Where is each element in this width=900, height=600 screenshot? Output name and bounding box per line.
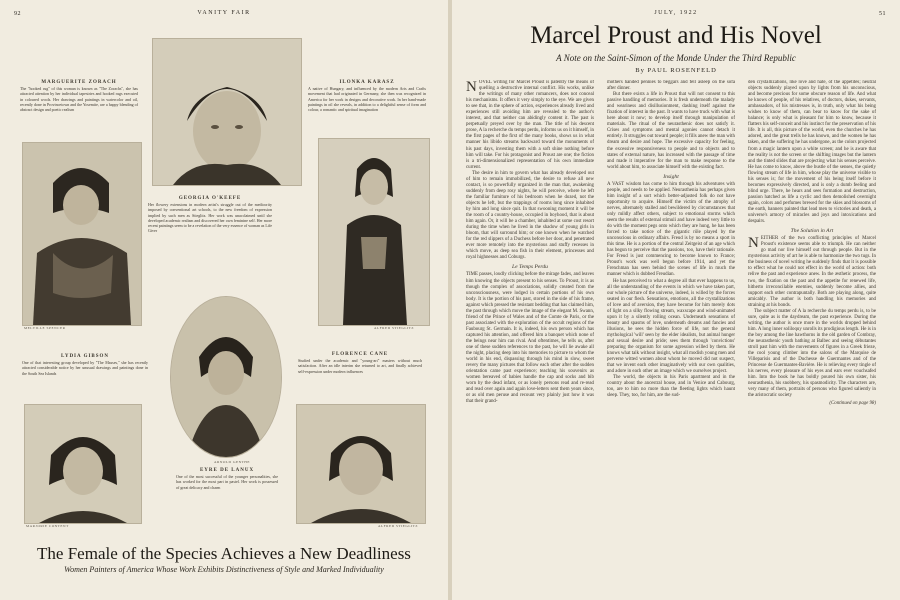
photo-credit: ALFRED STIEGLITZ: [378, 524, 418, 528]
caption-cane: [298, 352, 422, 374]
artist-caption: Her flowery extensions in modern artist's struggle out of the mediocrity imposed by conventional art schools, to the new freedom of expression implied by such men as Stieglitz. Her work was unacclaimed until she developed academic realism and discovered her own feminine self. Her more recent paintings seem to be a revelation of the very essence of woman as Life Giver: [148, 202, 272, 234]
artist-caption: One of the most successful of the younger personalities, she has worked for the most part in pastel. Her work is possessed of great delicacy and charm: [176, 474, 278, 490]
paragraph: The subject matter of A la recherche du temps perdu is, to be sure, quite as is the daydream, the past experience. During the writing, the author is once more in the worlds dropped behind him. A long inner soliloquy unrolls its prodigious length. He is in the boy among the line hawthorns in the old garden of Combray, the neurasthenic youth bathing at Balbec and seeing débutantes stroll past him with the movements of figures in a Greek frieze, the cool young climber into the salons of the Marquise de Villeparisis and of the Duchesse de Guermantes and of the Princesse de Guermantes-Bavière. He is relieving every tingle of his nerves, every pleasure of his eyes and ears ever vouchsafed him. Into the book he has boldly poured his own sister, his neurasthenia, his snobbery, his spasmodicity. The characters are, very many of them, portraits of persons who figured saliently in the aristocratic society: [748, 308, 876, 399]
artist-name: LYDIA GIBSON: [60, 354, 110, 359]
artist-caption: Studied under the academic and "young-art" masters without much satisfaction. After an idle interim she returned to art, and finally achieved self-expression under modern influences: [298, 358, 422, 374]
paragraph: The world, the objects in his Paris apartment and in the country about the ancestral house, and in Venice and Cabourg, too, are to him no more than the fleeting lights which haunt sleep. They, too, for him, are the sud-: [607, 375, 735, 399]
artist-name: ILONKA KARASZ: [339, 80, 395, 85]
section-heading: Le Temps Perdu: [512, 264, 548, 271]
portrait-gibson: [24, 404, 142, 524]
artist-caption: One of that interesting group developed by "The Masses," she has recently attracted considerable notice by her unusual drawings and paintings done in the South Sea Islands: [22, 360, 148, 376]
right-page: [452, 0, 900, 600]
paragraph: mothers handed pennies to beggars and fell asleep on the sofa after dinner.: [607, 80, 735, 92]
portrait-okeefe: [318, 138, 430, 326]
artist-name: GEORGIA O'KEEFE: [178, 196, 242, 201]
portrait-oval: [170, 296, 282, 458]
page-number: 51: [879, 11, 886, 17]
photo-credit: ALFRED STIEGLITZ: [374, 326, 414, 330]
paragraph: NOVEL writing for Marcel Proust is patently the means of quelling a destructive internal conflict. His works, unlike the writings of many other romancers, does not conceal his mechanisms. It offers it very simply to the eye. We are given to see that, in the sphere of action, experiences already lived and experiences still avoiding him are revealed to the author's interest, and that neither can abidingly content it. The past is perpetually preyed over by the man. The title of his descent prose, A la recherche du temps perdu, informs us on it himself, in the first pages of the first of the many books, shows us in what manner his libido streams backward toward the monuments of his past days, investing them with a soft shine nothing before him will take. For his protagonist and Proust are one; the fiction is a tri-dimensionalized representation of his own immediate current.: [466, 80, 594, 170]
photo-credit: MARJORIE CONTENT: [26, 524, 69, 528]
running-head: JULY, 1922: [654, 10, 698, 16]
dropcap: N: [748, 235, 759, 252]
section-heading: The Solution in Art: [790, 228, 834, 235]
continued-note: (Continued on page 98): [829, 401, 876, 407]
caption-zorach: [20, 80, 138, 112]
artist-name: MARGUERITE ZORACH: [41, 80, 117, 85]
article-subtitle: A Note on the Saint-Simon of the Monde Under the Third Republic: [556, 53, 796, 63]
article-column-2: [607, 80, 735, 590]
paragraph: The desire in him to govern what has already developed out of him to remain immobilized, the desire to refuse all new contact, is so powerfully organized in the man that, awakening suddenly from deep rosy nights, he will perceive, where he left the familiar furniture of his bedroom when he dozed, not the objects he left, but the trappings of rooms long since inhabited by him and long since quit. In that swooning moment it will be the room of a country-house, occupied in boyhood, that is about him again. Or, it will be a chamber, inhabited at some cost resort during the time when he lived in the shadow of young girls in bloom, that will surround him; or one known when he watched for the red slippers of a Duchess before her door, and penetrated ever more remotely into the mysterious and stuffy recesses in which move, as deep sea fish in their element, princesses and royal highnesses and Coburgs.: [466, 170, 594, 261]
subheadline: Women Painters of America Whose Work Exhibits Distinctiveness of Style and Marked Individuality: [64, 565, 384, 574]
article-title: Marcel Proust and His Novel: [530, 22, 822, 49]
article-column-1: [466, 80, 594, 590]
paragraph: TIME passes, loudly clicking before the mirage fades, and leaves him knowing the objects present to his senses. To Proust, it is as though the complex of associations, solidly created from the unconsciousness, were lodged in certain portions of his own body. It is the portion of his past, stored in the side of his frame, against which pressed the resistant bedding that has claimed him, the past through which move the image of the elegant M. Swann, friend of the Prince of Wales and of the Comte de Paris, or the past associated with the exploration of the occult regions of the Faubourg St. Germain. It is, indeed, his own person which has captured his attention, and offered him a banquet which none of the beings near him can rival. And oftentimes, he tells us, after one of these sudden references to the past, he will lie awake all the night, placing deep into his memories to picture to whom the world in his end, dispassing through his mind in slow, sweet revery the many pictures that follow each other after the sudden orientation came past experience; teaching his souvenirs as women bereaved of babies handle the cap and socks and bib worn by the dead infant, or as lonely persons read and re-read and read over again and again love-letters sent them years since, or as old men peruse and recount very plainly just how it was that their grand-: [466, 272, 594, 405]
paragraph: NEITHER of the two conflicting principles of Marcel Proust's existence seems able to triumph. He can neither go mad nor live himself out through people. But in the mysterious activity of art he is able to harmonize the two tugs. In the business of novel writing he suddenly finds that it is possible to effect what he could not effect in the world of action: both relive the past and experience anew. In the æsthetic process, the two, the fixation on the past and the appetite for renewed life, hitherto irreconcilable enemies, suddenly become allies, and support each other contrapuntally. Both are playing along, quite amicably. The author is both handling his memories and straining at his bonds.: [748, 235, 876, 308]
paragraph: den crystallizations, like love and hate, of the appetites; neutral objects suddenly played upon by lights from his unconscious, and become precious for some obscure reason of life. And what he knows of people, of his relatives, of doctors, dukes, servants, ambassadors, of his mistresses is, in truth, only what his being wishes to know of them, can bear to know for the sake of balance; is only what is pleasant for him to know, because it flatters his self-conceit and his instinct for the preservation of his life. It is all, this picture of the world, even the churches he has adored, and the great trells he has known, and the women he has taken, and the suffering he has undergone, as the colors projected from a magic lantern upon a white screen; and he is aware that the reality is not the screen or the shifting images but the lantern and the tinted slides that are projecting what his senses perceive. He has come to know, above the bustle of the senses, the quietly flowing stream of life in him, whose play the universe visible to his senses is; for the movement of his being itself before it becomes expressively directed, and is only a dumb feeling and blind urge. There, he hears and sees formation and destruction, passion hatched as life a cyclic and then demolished overnight again, colors and perfumes brewed for the skies and blossoms of the earth, banners painted that lead men to victories and death, a universe's armory of miracles and joys and intoxications and despairs.: [748, 80, 876, 225]
left-page: [0, 0, 448, 600]
paragraph: He has perceived to what a degree all that ever happens to us, all the understanding of the events in which we have taken part, our whole picture of the universe, indeed, is willed by the forces seated in our flesh. Sensations, emotions, all the crystallizations of love and of aversion, they have become for him merely dots of light on a silky flowing stream, waxscape and wind-animated upon it by a silently rolling ocean. Underneath sensations of beauty and spasms of love, underneath dreams and fancies and illusions, he sees the hidden force of life, not the general mythological 'will' seen by the elder idealists, but animal hunger and sexual desire and pride; sees them through 'convictions' preparing the organism for some agression willed by them. He knows what talk without insight, what all modish young men and perverse witted women about whom he moved did not suspect, that we invent each other imaginatively with our own qualities, and adore in each other an image which we ourselves project.: [607, 278, 735, 375]
article-column-3: [748, 80, 876, 590]
paragraph: But there exists a life in Proust that will not consent to this passive handling of memories. It is fresh underneath the malady and weariness and disillusionment, dashing itself against the fixation of interest in the past. It wants to have truck with what is here about it now; to develop itself through manipulation of materials. The ritual of the neurasthenic does not satisfy it. Crises and symptoms and mental agonies cannot detach it entirely. It struggles out toward people; it fills anew the man with dream and desire and hope. The excessive capacity for feeling, the excessive responsiveness to people and to objects and to states of external nature, has increased with the passage of time and made it imperative for the man to make response to the world about him, to associate himself with the existing fact.: [607, 92, 735, 170]
artist-caption: The "hooked rug" of this woman is known as "The Zorachs", she has attracted attention by her individual tapestries and hooked rugs executed in coloured wools. Her drawings and paintings in watercolor and oil, recently done in Provincetown and the Yosemite, are a happy blending of abstract design and poetic realism: [20, 86, 138, 113]
byline: By PAUL ROSENFELD: [635, 67, 717, 74]
photo-credit: MELVILLE SPENCER: [24, 326, 66, 330]
photo-credit: ARNOLD GENTHE: [214, 460, 250, 464]
page-number: 92: [14, 11, 21, 17]
running-head: VANITY FAIR: [197, 10, 251, 16]
dropcap: N: [466, 80, 477, 95]
portrait-zorach: [22, 142, 142, 326]
artist-name: EYRE DE LANUX: [199, 468, 255, 473]
paragraph: A VAST wisdom has come to him through his adventures with people, and needs to be applied. Neurasthenia has perhaps given him insight of a sort which better-adjusted folk do not have opportunity to acquire. Himself the victim of the atrophy of nerves, alternately stalled and bewildered by circumstances that only mildly affect others, subject to emotional storms which seem the results of external stimuli and have indeed very little to do with the moment pegs onto which they are hung, he has been forced to take notice of the gigantic rôle played by the unconscious in ordinary affairs. Freud is by no means a sport in this time. He is a portion of the central Zeitgeist of an age which has begun to perceive that the passions, too, have their rationale. For Freud is just commencing to become known to France; Proust's work was well begun before 1914, and yet the Frenchman has seen behind the scenes of life in much the manner which is dubbed Freudian.: [607, 181, 735, 278]
headline: The Female of the Species Achieves a New Deadliness: [37, 544, 411, 563]
artist-name: FLORENCE CANE: [331, 352, 389, 357]
artist-caption: A native of Hungary, and influenced by the modern Arts and Crafts movement that had originated in Germany, she then was recognized in America for her work in designs and decorative work. In her hand-made paintings in oil she reveals, in addition to a delightful sense of form and colour, a romantic and spiritual imagination: [308, 86, 426, 113]
caption-gibson: [22, 354, 148, 376]
caption-karasz: [308, 80, 426, 112]
caption-de-lanux: [176, 468, 278, 490]
caption-okeefe: [148, 196, 272, 233]
portrait-cane: [296, 404, 426, 524]
portrait-karasz: [152, 38, 302, 186]
section-heading: Insight: [663, 173, 679, 180]
